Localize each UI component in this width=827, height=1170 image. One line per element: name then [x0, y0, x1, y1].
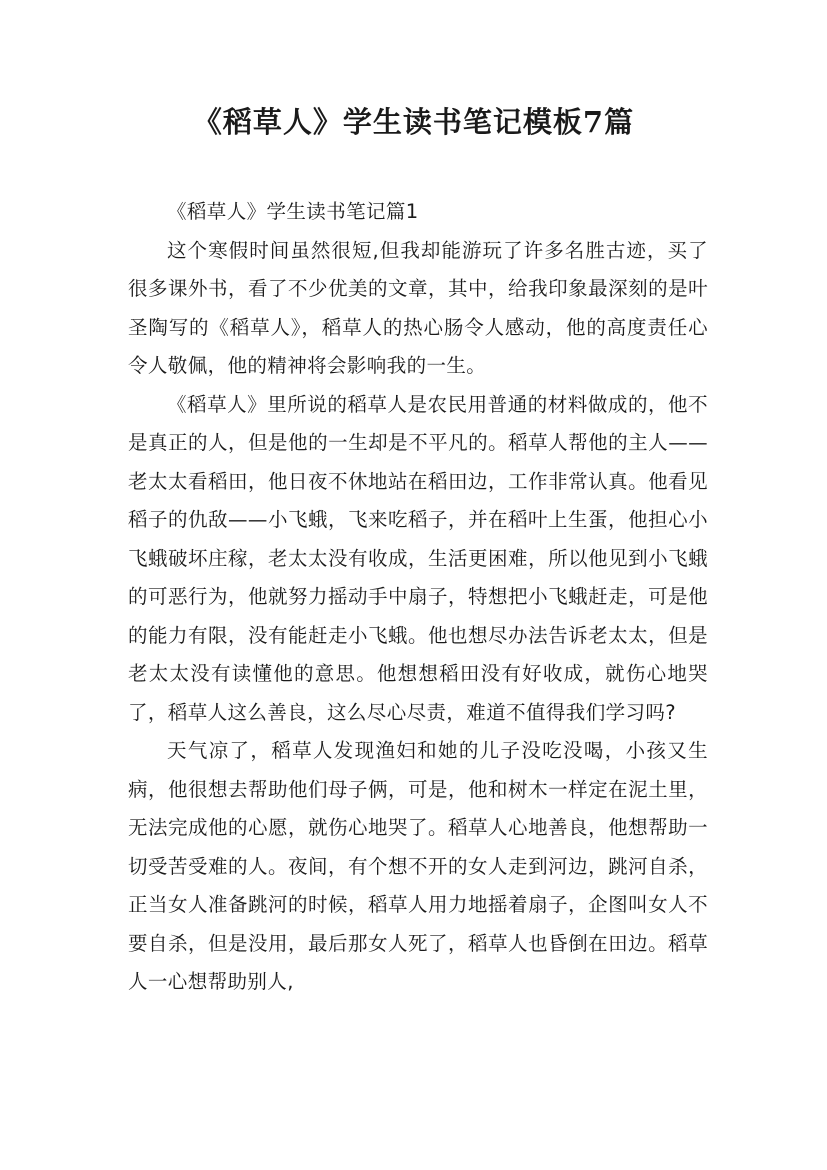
section-heading: 《稻草人》学生读书笔记篇1: [167, 200, 419, 223]
paragraph-3: 天气凉了，稻草人发现渔妇和她的儿子没吃没喝，小孩又生病，他很想去帮助他们母子俩，可是，他和树木一样定在泥土里，无法完成他的心愿，就伤心地哭了。稻草人心地善良，他想帮助一切受苦受难的人。夜间，有个想不开的女人走到河边，跳河自杀，正当女人准备跳河的时候，稻草人用力地摇着扇子，企图叫女人不要自杀，但是没用，最后那女人死了，稻草人也昏倒在田边。稻草人一心想帮助别人,: [128, 739, 708, 993]
document-title: 《稻草人》学生读书笔记模板7篇: [192, 105, 635, 139]
paragraph-1: 这个寒假时间虽然很短,但我却能游玩了许多名胜古迹，买了很多课外书，看了不少优美的文章，其中，给我印象最深刻的是叶圣陶写的《稻草人》，稻草人的热心肠令人感动，他的高度责任心令人敬佩，他的精神将会影响我的一生。: [128, 238, 708, 377]
paragraph-2: 《稻草人》里所说的稻草人是农民用普通的材料做成的，他不是真正的人，但是他的一生却是不平凡的。稻草人帮他的主人——老太太看稻田，他日夜不休地站在稻田边，工作非常认真。他看见稻子的仇敌——小飞蛾，飞来吃稻子，并在稻叶上生蛋，他担心小飞蛾破坏庄稼，老太太没有收成，生活更困难，所以他见到小飞蛾的可恶行为，他就努力摇动手中扇子，特想把小飞蛾赶走，可是他的能力有限，没有能赶走小飞蛾。他也想尽办法告诉老太太，但是老太太没有读懂他的意思。他想想稻田没有好收成，就伤心地哭了，稻草人这么善良，这么尽心尽责，难道不值得我们学习吗?: [128, 392, 708, 724]
document-body: [128, 193, 708, 1002]
